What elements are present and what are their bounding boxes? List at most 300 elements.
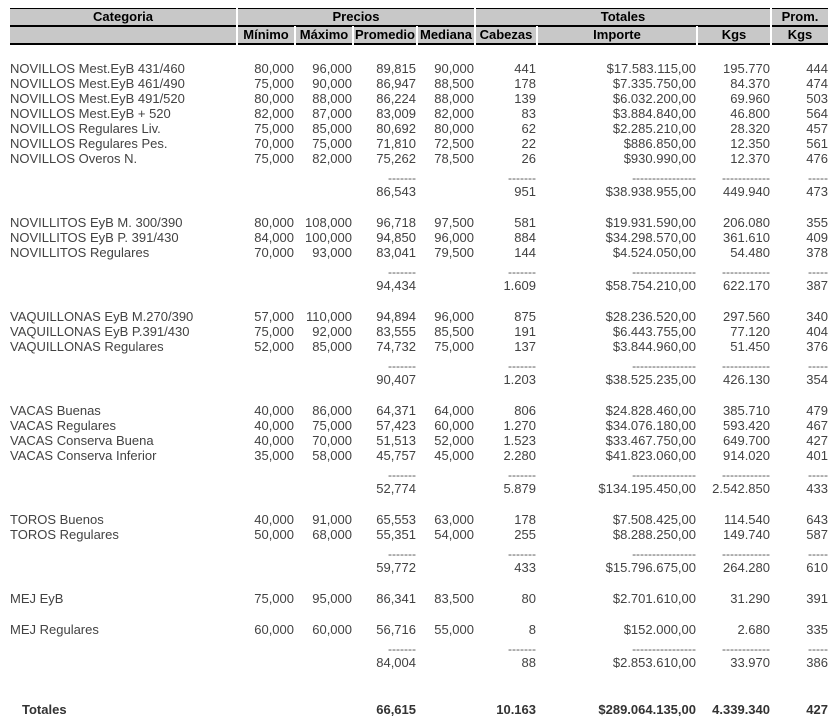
cell-prom-kgs: 386	[806, 655, 828, 670]
dash-importe: ----------------	[632, 643, 696, 655]
header-categoria: Categoria	[10, 8, 236, 26]
cell-maximo: 82,000	[312, 151, 352, 166]
cell-empty	[238, 372, 294, 387]
cell-kgs: 361.610	[723, 230, 770, 245]
spacer-row	[10, 606, 828, 622]
cell-importe: $17.583.115,00	[606, 61, 696, 76]
spacer-cell	[10, 670, 828, 686]
cell-cabezas: 26	[521, 151, 536, 166]
cell-mediana: 90,000	[434, 61, 474, 76]
cell-cabezas: 581	[514, 215, 536, 230]
cell-mediana: 79,500	[434, 245, 474, 260]
cell-minimo: 75,000	[254, 76, 294, 91]
cell-empty	[296, 278, 352, 293]
cell-mediana: 88,000	[434, 91, 474, 106]
subtotal-row	[10, 560, 828, 575]
cell-cabezas: 178	[514, 512, 536, 527]
cell-mediana: 52,000	[434, 433, 474, 448]
cell-kgs: 385.710	[723, 403, 770, 418]
table-row	[10, 339, 828, 354]
header-prom-kgs: Kgs	[772, 26, 828, 45]
cell-prom-kgs: 610	[806, 560, 828, 575]
cell-importe: $7.508.425,00	[612, 512, 696, 527]
cell-cabezas: 441	[514, 61, 536, 76]
header-maximo: Máximo	[296, 26, 352, 45]
header-columns-row	[10, 26, 828, 45]
cell-empty	[418, 278, 474, 293]
table-row	[10, 512, 828, 527]
dash-kgs: ------------	[722, 548, 770, 560]
cell-importe: $34.298.570,00	[605, 230, 696, 245]
cell-empty	[296, 266, 352, 278]
cell-minimo: 75,000	[254, 151, 294, 166]
cell-importe: $33.467.750,00	[605, 433, 696, 448]
cell-minimo: 40,000	[254, 418, 294, 433]
cell-empty	[238, 278, 294, 293]
cell-prom-kgs: 387	[806, 278, 828, 293]
cell-empty	[296, 655, 352, 670]
cell-categoria: VAQUILLONAS EyB P.391/430	[10, 324, 190, 339]
spacer-cell	[10, 686, 828, 702]
dash-prom-kgs: -----	[808, 548, 828, 560]
grand-total-row	[10, 702, 828, 717]
subtotal-row	[10, 278, 828, 293]
cell-categoria: MEJ Regulares	[10, 622, 99, 637]
cell-categoria: VACAS Conserva Inferior	[10, 448, 157, 463]
table-row	[10, 121, 828, 136]
cell-promedio: 57,423	[376, 418, 416, 433]
cell-kgs: 449.940	[723, 184, 770, 199]
cell-categoria: NOVILLOS Mest.EyB 491/520	[10, 91, 185, 106]
cell-promedio: 51,513	[376, 433, 416, 448]
cell-cabezas: 884	[514, 230, 536, 245]
cell-maximo: 70,000	[312, 433, 352, 448]
cell-categoria: NOVILLOS Mest.EyB 461/490	[10, 76, 185, 91]
cell-promedio: 52,774	[376, 481, 416, 496]
cell-prom-kgs: 391	[806, 591, 828, 606]
cell-prom-kgs: 354	[806, 372, 828, 387]
cell-maximo: 85,000	[312, 339, 352, 354]
cell-kgs: 297.560	[723, 309, 770, 324]
dash-importe: ----------------	[632, 172, 696, 184]
grand-total-label: Totales	[22, 702, 67, 717]
header-kgs: Kgs	[698, 26, 770, 45]
cell-minimo: 80,000	[254, 215, 294, 230]
cell-minimo: 50,000	[254, 527, 294, 542]
cell-prom-kgs: 564	[806, 106, 828, 121]
cell-cabezas: 5.879	[503, 481, 536, 496]
cell-categoria: VAQUILLONAS EyB M.270/390	[10, 309, 194, 324]
cell-cabezas: 2.280	[503, 448, 536, 463]
cell-maximo: 93,000	[312, 245, 352, 260]
cell-categoria: NOVILLITOS EyB P. 391/430	[10, 230, 179, 245]
subtotal-row	[10, 184, 828, 199]
cell-empty	[296, 481, 352, 496]
cell-kgs: 426.130	[723, 372, 770, 387]
cell-cabezas: 178	[514, 76, 536, 91]
cell-maximo: 90,000	[312, 76, 352, 91]
dash-promedio: -------	[388, 643, 416, 655]
cell-cabezas: 8	[528, 622, 536, 637]
cell-empty	[418, 643, 474, 655]
cell-kgs: 84.370	[730, 76, 770, 91]
cell-minimo: 60,000	[254, 622, 294, 637]
cell-importe: $24.828.460,00	[605, 403, 696, 418]
cell-promedio: 89,815	[376, 61, 416, 76]
cell-empty	[296, 360, 352, 372]
cell-importe: $6.443.755,00	[612, 324, 696, 339]
cell-empty	[238, 643, 294, 655]
cell-kgs: 12.370	[730, 151, 770, 166]
cell-empty	[418, 655, 474, 670]
cell-promedio: 94,894	[376, 309, 416, 324]
table-row	[10, 230, 828, 245]
cell-mediana: 88,500	[434, 76, 474, 91]
cell-empty	[10, 548, 236, 560]
spacer-cell	[10, 199, 828, 215]
cell-empty	[10, 172, 236, 184]
cell-mediana: 75,000	[434, 339, 474, 354]
cell-promedio: 80,692	[376, 121, 416, 136]
cell-categoria: VACAS Conserva Buena	[10, 433, 154, 448]
cell-categoria: VACAS Regulares	[10, 418, 116, 433]
cell-maximo: 96,000	[312, 61, 352, 76]
cell-empty	[296, 172, 352, 184]
dash-importe: ----------------	[632, 548, 696, 560]
cell-promedio: 83,041	[376, 245, 416, 260]
cell-empty	[10, 266, 236, 278]
dash-importe: ----------------	[632, 266, 696, 278]
cell-prom-kgs: 427	[806, 433, 828, 448]
cell-empty	[238, 184, 294, 199]
dash-promedio: -------	[388, 548, 416, 560]
cell-empty	[10, 655, 236, 670]
cell-prom-kgs: 409	[806, 230, 828, 245]
dash-prom-kgs: -----	[808, 266, 828, 278]
cell-empty	[10, 560, 236, 575]
subtotal-row	[10, 372, 828, 387]
dash-cabezas: -------	[508, 266, 536, 278]
separator-row	[10, 266, 828, 278]
spacer-cell	[10, 387, 828, 403]
header-mediana: Mediana	[418, 26, 474, 45]
cell-importe: $7.335.750,00	[612, 76, 696, 91]
cell-minimo: 57,000	[254, 309, 294, 324]
cell-empty	[418, 172, 474, 184]
cell-minimo: 75,000	[254, 121, 294, 136]
cell-mediana: 85,500	[434, 324, 474, 339]
livestock-price-report-table	[8, 8, 830, 717]
cell-empty	[10, 360, 236, 372]
cell-kgs: 69.960	[730, 91, 770, 106]
spacer-row	[10, 575, 828, 591]
cell-minimo: 40,000	[254, 512, 294, 527]
cell-maximo: 92,000	[312, 324, 352, 339]
cell-mediana: 80,000	[434, 121, 474, 136]
cell-cabezas: 1.203	[503, 372, 536, 387]
cell-empty	[238, 172, 294, 184]
cell-promedio: 86,947	[376, 76, 416, 91]
cell-promedio: 66,615	[376, 702, 416, 717]
cell-promedio: 90,407	[376, 372, 416, 387]
cell-prom-kgs: 561	[806, 136, 828, 151]
cell-cabezas: 10.163	[496, 702, 536, 717]
cell-kgs: 264.280	[723, 560, 770, 575]
cell-importe: $28.236.520,00	[605, 309, 696, 324]
cell-cabezas: 139	[514, 91, 536, 106]
dash-importe: ----------------	[632, 360, 696, 372]
cell-mediana: 97,500	[434, 215, 474, 230]
cell-empty	[238, 702, 294, 717]
cell-prom-kgs: 427	[806, 702, 828, 717]
cell-maximo: 85,000	[312, 121, 352, 136]
cell-minimo: 70,000	[254, 245, 294, 260]
cell-kgs: 31.290	[730, 591, 770, 606]
cell-importe: $2.701.610,00	[612, 591, 696, 606]
cell-empty	[418, 360, 474, 372]
cell-minimo: 40,000	[254, 433, 294, 448]
dash-prom-kgs: -----	[808, 469, 828, 481]
spacer-cell	[10, 45, 828, 61]
header-cabezas: Cabezas	[476, 26, 536, 45]
cell-importe: $41.823.060,00	[605, 448, 696, 463]
cell-prom-kgs: 444	[806, 61, 828, 76]
separator-row	[10, 548, 828, 560]
cell-cabezas: 144	[514, 245, 536, 260]
cell-empty	[238, 360, 294, 372]
cell-prom-kgs: 340	[806, 309, 828, 324]
cell-importe: $4.524.050,00	[612, 245, 696, 260]
cell-minimo: 80,000	[254, 91, 294, 106]
cell-kgs: 622.170	[723, 278, 770, 293]
cell-importe: $930.990,00	[623, 151, 696, 166]
cell-promedio: 94,850	[376, 230, 416, 245]
cell-maximo: 58,000	[312, 448, 352, 463]
cell-kgs: 914.020	[723, 448, 770, 463]
header-promedio: Promedio	[354, 26, 416, 45]
table-row	[10, 76, 828, 91]
cell-importe: $38.525.235,00	[605, 372, 696, 387]
dash-promedio: -------	[388, 360, 416, 372]
dash-cabezas: -------	[508, 172, 536, 184]
cell-categoria: TOROS Regulares	[10, 527, 119, 542]
cell-empty	[10, 481, 236, 496]
cell-empty	[296, 560, 352, 575]
dash-importe: ----------------	[632, 469, 696, 481]
cell-cabezas: 88	[521, 655, 536, 670]
cell-empty	[296, 184, 352, 199]
cell-prom-kgs: 378	[806, 245, 828, 260]
cell-importe: $3.884.840,00	[612, 106, 696, 121]
spacer-row	[10, 670, 828, 686]
dash-cabezas: -------	[508, 360, 536, 372]
cell-importe: $34.076.180,00	[605, 418, 696, 433]
cell-promedio: 45,757	[376, 448, 416, 463]
cell-empty	[238, 560, 294, 575]
cell-categoria: NOVILLITOS Regulares	[10, 245, 150, 260]
cell-cabezas: 22	[521, 136, 536, 151]
separator-row	[10, 643, 828, 655]
cell-promedio: 83,555	[376, 324, 416, 339]
cell-mediana: 63,000	[434, 512, 474, 527]
table-row	[10, 245, 828, 260]
cell-mediana: 72,500	[434, 136, 474, 151]
cell-kgs: 28.320	[730, 121, 770, 136]
cell-empty	[418, 548, 474, 560]
cell-promedio: 86,224	[376, 91, 416, 106]
cell-promedio: 65,553	[376, 512, 416, 527]
subtotal-row	[10, 655, 828, 670]
cell-kgs: 2.680	[737, 622, 770, 637]
cell-cabezas: 875	[514, 309, 536, 324]
dash-prom-kgs: -----	[808, 360, 828, 372]
dash-kgs: ------------	[722, 360, 770, 372]
cell-empty	[238, 481, 294, 496]
spacer-row	[10, 293, 828, 309]
dash-promedio: -------	[388, 266, 416, 278]
cell-cabezas: 1.270	[503, 418, 536, 433]
cell-kgs: 12.350	[730, 136, 770, 151]
header-totales-group: Totales	[476, 8, 770, 26]
cell-cabezas: 1.609	[503, 278, 536, 293]
cell-importe: $2.285.210,00	[612, 121, 696, 136]
dash-kgs: ------------	[722, 643, 770, 655]
dash-promedio: -------	[388, 469, 416, 481]
cell-maximo: 91,000	[312, 512, 352, 527]
cell-promedio: 59,772	[376, 560, 416, 575]
cell-minimo: 75,000	[254, 591, 294, 606]
cell-prom-kgs: 335	[806, 622, 828, 637]
cell-prom-kgs: 587	[806, 527, 828, 542]
cell-prom-kgs: 404	[806, 324, 828, 339]
cell-kgs: 46.800	[730, 106, 770, 121]
cell-maximo: 95,000	[312, 591, 352, 606]
cell-prom-kgs: 457	[806, 121, 828, 136]
cell-importe: $289.064.135,00	[598, 702, 696, 717]
spacer-cell	[10, 496, 828, 512]
dash-prom-kgs: -----	[808, 172, 828, 184]
cell-importe: $3.844.960,00	[612, 339, 696, 354]
spacer-row	[10, 387, 828, 403]
spacer-row	[10, 686, 828, 702]
cell-minimo: 75,000	[254, 324, 294, 339]
cell-mediana: 78,500	[434, 151, 474, 166]
separator-row	[10, 360, 828, 372]
cell-categoria: MEJ EyB	[10, 591, 64, 606]
cell-cabezas: 191	[514, 324, 536, 339]
cell-empty	[296, 702, 352, 717]
cell-prom-kgs: 479	[806, 403, 828, 418]
cell-empty	[418, 469, 474, 481]
header-prom-group: Prom.	[772, 8, 828, 26]
table-row	[10, 403, 828, 418]
cell-prom-kgs: 467	[806, 418, 828, 433]
cell-kgs: 2.542.850	[712, 481, 770, 496]
cell-mediana: 82,000	[434, 106, 474, 121]
table-row	[10, 591, 828, 606]
cell-cabezas: 137	[514, 339, 536, 354]
cell-prom-kgs: 473	[806, 184, 828, 199]
cell-maximo: 75,000	[312, 136, 352, 151]
cell-kgs: 33.970	[730, 655, 770, 670]
cell-maximo: 87,000	[312, 106, 352, 121]
separator-row	[10, 469, 828, 481]
cell-empty	[418, 184, 474, 199]
cell-prom-kgs: 433	[806, 481, 828, 496]
spacer-row	[10, 199, 828, 215]
header-categoria-spacer	[10, 26, 236, 45]
cell-empty	[418, 266, 474, 278]
cell-categoria: NOVILLOS Mest.EyB + 520	[10, 106, 171, 121]
cell-prom-kgs: 476	[806, 151, 828, 166]
cell-kgs: 114.540	[723, 512, 770, 527]
cell-maximo: 108,000	[305, 215, 352, 230]
separator-row	[10, 172, 828, 184]
cell-importe: $6.032.200,00	[612, 91, 696, 106]
cell-kgs: 4.339.340	[712, 702, 770, 717]
cell-mediana: 96,000	[434, 230, 474, 245]
cell-maximo: 110,000	[305, 309, 352, 324]
table-row	[10, 136, 828, 151]
cell-empty	[10, 372, 236, 387]
cell-promedio: 94,434	[376, 278, 416, 293]
cell-kgs: 51.450	[730, 339, 770, 354]
dash-kgs: ------------	[722, 266, 770, 278]
cell-mediana: 96,000	[434, 309, 474, 324]
cell-empty	[296, 469, 352, 481]
cell-cabezas: 80	[521, 591, 536, 606]
cell-promedio: 84,004	[376, 655, 416, 670]
cell-importe: $8.288.250,00	[612, 527, 696, 542]
cell-minimo: 40,000	[254, 403, 294, 418]
cell-promedio: 86,341	[376, 591, 416, 606]
dash-promedio: -------	[388, 172, 416, 184]
cell-mediana: 55,000	[434, 622, 474, 637]
cell-cabezas: 951	[514, 184, 536, 199]
cell-categoria: NOVILLOS Overos N.	[10, 151, 138, 166]
cell-categoria: NOVILLOS Regulares Liv.	[10, 121, 161, 136]
spacer-cell	[10, 293, 828, 309]
table-row	[10, 91, 828, 106]
dash-cabezas: -------	[508, 548, 536, 560]
table-header	[10, 8, 828, 45]
table-row	[10, 61, 828, 76]
cell-maximo: 60,000	[312, 622, 352, 637]
cell-empty	[10, 643, 236, 655]
cell-maximo: 86,000	[312, 403, 352, 418]
cell-prom-kgs: 401	[806, 448, 828, 463]
cell-categoria: NOVILLITOS EyB M. 300/390	[10, 215, 183, 230]
cell-prom-kgs: 376	[806, 339, 828, 354]
header-importe: Importe	[538, 26, 696, 45]
cell-empty	[10, 184, 236, 199]
cell-prom-kgs: 355	[806, 215, 828, 230]
cell-promedio: 56,716	[376, 622, 416, 637]
dash-kgs: ------------	[722, 469, 770, 481]
cell-promedio: 83,009	[376, 106, 416, 121]
cell-cabezas: 255	[514, 527, 536, 542]
table-row	[10, 448, 828, 463]
cell-empty	[296, 548, 352, 560]
cell-kgs: 54.480	[730, 245, 770, 260]
cell-categoria: TOROS Buenos	[10, 512, 104, 527]
cell-minimo: 82,000	[254, 106, 294, 121]
cell-promedio: 74,732	[376, 339, 416, 354]
report-table-body	[10, 45, 828, 717]
table-row	[10, 418, 828, 433]
cell-promedio: 71,810	[376, 136, 416, 151]
cell-empty	[238, 469, 294, 481]
